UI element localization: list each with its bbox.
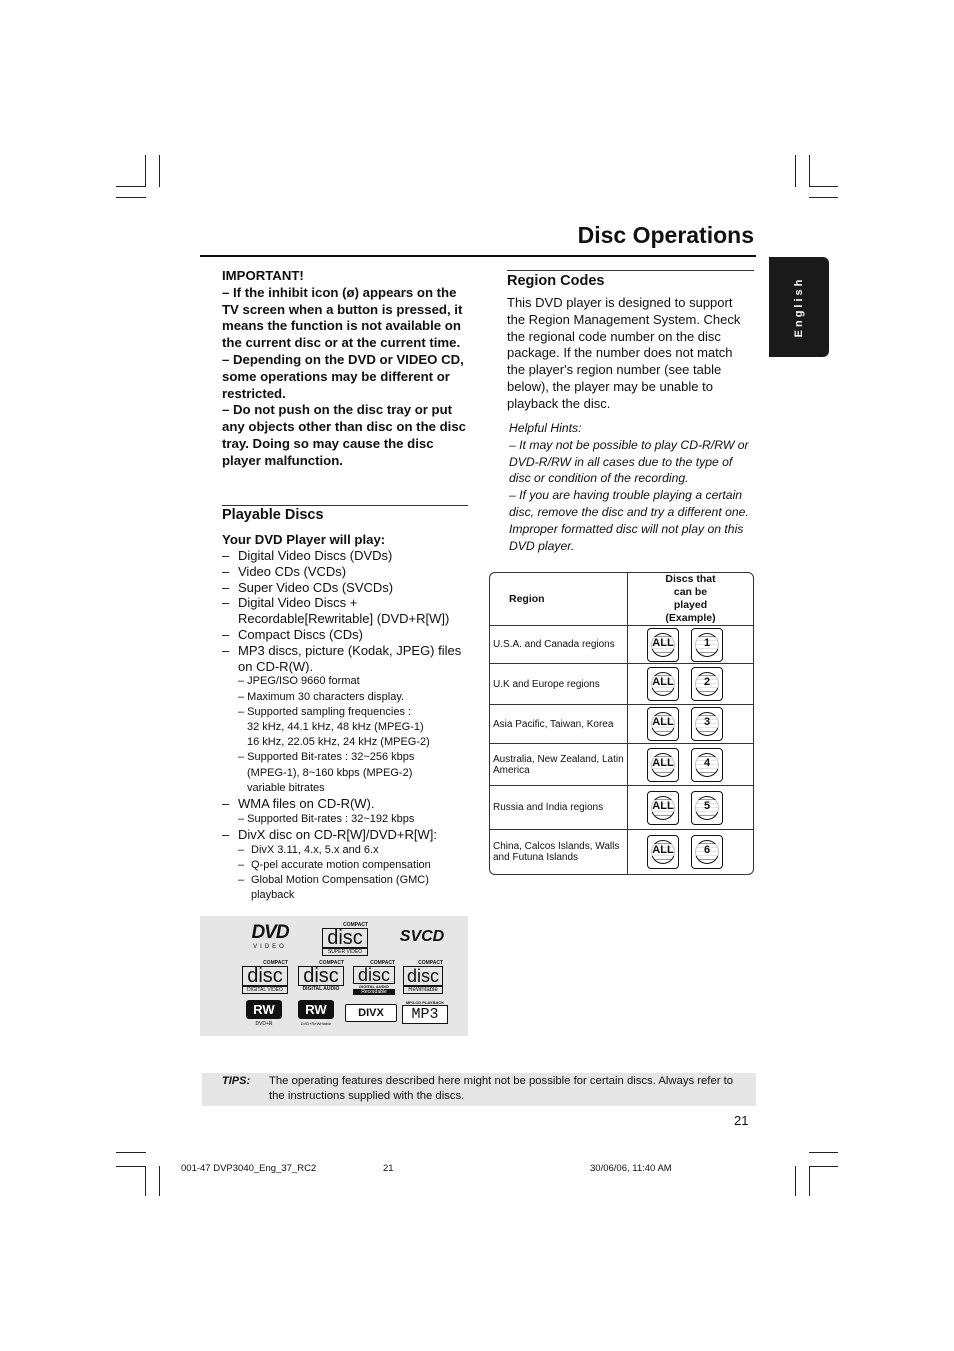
list-subitem-cont: variable bitrates [247,781,325,794]
compact-label: COMPACT [418,960,443,966]
important-item: – If the inhibit icon (ø) appears on the TV screen when a button is pressed, it means the function is not available on the current disc or at the current time. [222,284,463,351]
list-item: – Compact Discs (CDs) [222,627,472,643]
list-subitem: – DivX 3.11, 4.x, 5.x and 6.x [222,843,472,858]
region-code: 4 [692,757,722,769]
list-item: – Super Video CDs (SVCDs) [222,580,472,596]
digital-video-label: DIGITAL VIDEO [242,986,288,994]
disc-word: disc [298,966,344,986]
region-all-icon [647,835,679,869]
region-name: U.S.A. and Canada regions [490,626,628,664]
disc-word: disc [353,966,395,984]
compact-label: COMPACT [319,960,344,966]
important-item: – Depending on the DVD or VIDEO CD, some operations may be different or restricted. [222,351,464,401]
table-row [490,744,753,786]
dvd-plus-rw-logo [294,1000,338,1026]
dvd-r-label: DVD+R [255,1021,273,1027]
disc-word: disc [403,966,443,986]
dvd-plus-r-logo [246,1000,282,1027]
list-item: – Video CDs (VCDs) [222,564,472,580]
all-label: ALL [648,676,678,688]
region-code: 1 [692,637,722,649]
list-item: – DivX disc on CD-R[W]/DVD+R[W]: [222,827,472,843]
all-label: ALL [648,800,678,812]
region-code-icon [691,748,723,782]
crop-mark [159,155,160,187]
table-row [490,830,753,874]
disc-logos-panel [200,916,468,1036]
compact-disc-digital-video-logo [242,960,288,994]
section-rule [507,270,754,271]
all-label: ALL [648,716,678,728]
crop-mark [116,1152,146,1153]
list-item: – WMA files on CD-R(W). [222,796,472,812]
list-subitem: – Supported Bit-rates : 32~192 kbps [238,812,415,825]
playable-list [222,548,472,904]
region-code: 5 [692,800,722,812]
region-all-icon [647,667,679,701]
crop-mark [809,1166,838,1167]
mp3-header: MP3-CD PLAYBACK [405,1000,445,1005]
region-name: U.K and Europe regions [490,664,628,705]
dvd-logo-sub: VIDEO [253,944,287,950]
language-tab [769,257,829,357]
footer-file: 001-47 DVP3040_Eng_37_RC2 [181,1163,317,1174]
region-all-icon [647,791,679,825]
crop-mark [809,1166,810,1196]
tips-box [202,1073,756,1106]
super-video-label: SUPER VIDEO [322,948,368,956]
list-subitem: – Maximum 30 characters display. [238,690,405,703]
svcd-text: SVCD [399,928,445,945]
disc-word: disc [242,966,288,986]
footer-page: 21 [383,1163,394,1174]
list-subitem: – Supported Bit-rates : 32~256 kbps [238,751,415,764]
region-discs [628,626,753,664]
crop-mark [809,1152,838,1153]
crop-mark [145,155,146,187]
crop-mark [116,186,146,187]
list-subitem-cont: (MPEG-1), 8~160 kbps (MPEG-2) [247,766,413,779]
compact-label: COMPACT [343,922,368,928]
crop-mark [145,1166,146,1196]
hints-heading: Helpful Hints: [509,421,582,435]
tips-label: TIPS: [222,1075,251,1087]
all-label: ALL [648,844,678,856]
region-code: 3 [692,716,722,728]
region-code-icon [691,628,723,662]
region-code: 6 [692,844,722,856]
list-subitem-cont: 16 kHz, 22.05 kHz, 24 kHz (MPEG-2) [247,736,430,749]
page-title: Disc Operations [577,222,754,248]
table-row [490,664,753,705]
list-subitem: – Supported sampling frequencies : [238,705,412,718]
list-subitem: – Q-pel accurate motion compensation [222,858,472,873]
table-row [490,705,753,744]
crop-mark [809,197,838,198]
important-item: – Do not push on the disc tray or put any objects other than disc on the disc tray. Doing so may cause the disc player malfunction. [222,402,467,468]
region-discs [628,664,753,705]
important-heading: IMPORTANT! [222,268,304,283]
hint-item: – It may not be possible to play CD-R/RW or DVD-R/RW in all cases due to the type of disc or condition of the recording. [509,437,749,486]
region-codes-body: This DVD player is designed to support the Region Management System. Check the regional code number on the disc package. If the number does not match the player's region number (see table below), the player may be unable to playback the disc. [507,295,741,411]
region-discs [628,786,753,830]
dvd-rw-label: DVD+ReWritable [300,1021,332,1026]
dvd-logo-text: DVD [251,922,289,943]
list-subitem-cont: playback [251,889,295,902]
important-notice [222,268,470,470]
region-all-icon [647,748,679,782]
crop-mark [795,155,796,187]
list-subitem: – JPEG/ISO 9660 format [238,675,360,688]
all-label: ALL [648,757,678,769]
list-subitem: – Global Motion Compensation (GMC) [222,873,472,888]
dvd-video-logo [242,922,298,950]
crop-mark [809,186,838,187]
list-item: – MP3 discs, picture (Kodak, JPEG) files on CD-R(W). [222,643,472,675]
region-code-icon [691,667,723,701]
page-number: 21 [734,1113,749,1128]
region-code-icon [691,835,723,869]
section-rule [222,505,468,506]
region-column-header: Region [490,573,628,626]
crop-mark [116,1166,146,1167]
region-name: Asia Pacific, Taiwan, Korea [490,705,628,744]
cd-rewritable-logo [403,960,443,994]
language-tab-label: English [793,276,805,338]
rw-badge: RW [298,1000,334,1019]
region-codes-heading: Region Codes [507,273,605,289]
list-item: – Digital Video Discs (DVDs) [222,548,472,564]
compact-label: COMPACT [370,960,395,966]
region-all-icon [647,707,679,741]
mp3-text: MP3 [402,1005,448,1024]
region-name: China, Calcos Islands, Walls and Futuna Islands [490,830,628,874]
crop-mark [159,1166,160,1196]
region-discs [628,705,753,744]
playable-discs-heading: Playable Discs [222,507,324,523]
region-code-icon [691,707,723,741]
divx-text: DIVX [345,1004,397,1022]
list-subitem-cont: 32 kHz, 44.1 kHz, 48 kHz (MPEG-1) [247,720,424,733]
region-table [489,572,754,875]
region-name: Russia and India regions [490,786,628,830]
disc-word: disc [322,928,368,948]
title-rule [200,255,756,257]
playable-subheading: Your DVD Player will play: [222,532,386,547]
recordable-label: Recordable [353,989,395,995]
crop-mark [116,197,146,198]
divx-logo [345,1004,397,1022]
hint-item: – If you are having trouble playing a certain disc, remove the disc and try a different one. Improper formatted disc will not play on this DVD player. [509,488,749,553]
region-discs [628,744,753,786]
digital-audio-label: DIGITAL AUDIO [359,984,389,989]
list-item: – Digital Video Discs + Recordable[Rewritable] (DVD+R[W]) [222,595,472,627]
mp3-cd-logo [402,1000,448,1024]
rewritable-label: ReWritable [403,986,443,994]
region-code-icon [691,791,723,825]
super-video-cd-logo [322,922,368,956]
region-discs [628,830,753,874]
compact-label: COMPACT [263,960,288,966]
rw-badge: RW [246,1000,282,1019]
table-row [490,786,753,830]
compact-disc-digital-audio-logo [298,960,344,992]
helpful-hints [509,420,755,554]
all-label: ALL [648,637,678,649]
digital-audio-label: DIGITAL AUDIO [302,986,340,992]
table-row [490,626,753,664]
svcd-logo [394,928,450,946]
tips-text: The operating features described here might not be possible for certain discs. Always refer to the instructions supplied with the discs. [269,1075,734,1103]
cd-recordable-logo [353,960,395,995]
region-all-icon [647,628,679,662]
region-name: Australia, New Zealand, Latin America [490,744,628,786]
footer-date: 30/06/06, 11:40 AM [590,1163,672,1174]
crop-mark [809,155,810,187]
discs-column-header: Discs that can be played (Example) [628,573,753,626]
region-code: 2 [692,676,722,688]
crop-mark [795,1166,796,1196]
